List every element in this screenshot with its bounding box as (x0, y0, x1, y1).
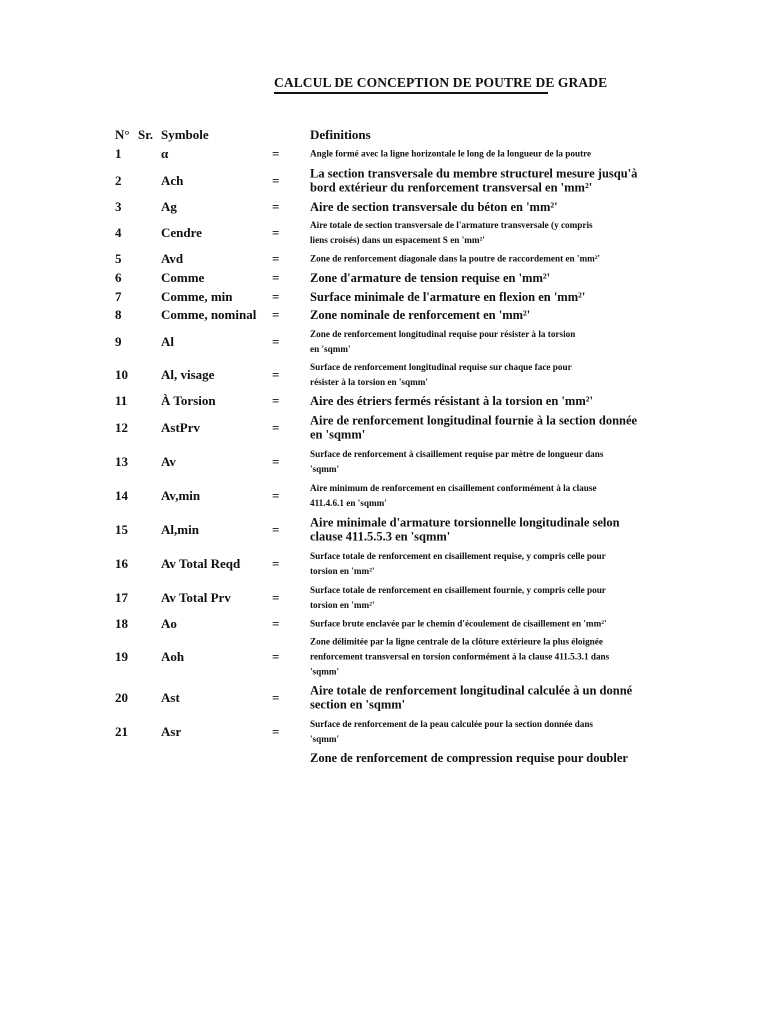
equals-sign: = (272, 521, 280, 537)
row-number: 19 (115, 648, 128, 664)
title-underline (274, 92, 548, 94)
row-symbol: Al (161, 333, 174, 349)
row-definition: Surface brute enclavée par le chemin d'écoulement de cisaillement en 'mm²' (310, 618, 607, 629)
equals-sign: = (272, 453, 280, 469)
row-number: 21 (115, 723, 128, 739)
row-symbol: Ao (161, 616, 177, 631)
equals-sign: = (272, 289, 280, 304)
row-symbol: Av,min (161, 487, 201, 503)
row-number: 8 (115, 307, 122, 322)
trailing-definition: Zone de renforcement de compression requise pour doubler (310, 751, 628, 765)
table-row (0, 218, 768, 248)
table-row (0, 289, 768, 305)
row-symbol: Ast (161, 689, 180, 705)
row-number: 2 (115, 172, 122, 188)
row-definition: Zone d'armature de tension requise en 'mm²' (310, 270, 551, 285)
row-symbol: Aoh (161, 648, 185, 664)
row-symbol: Av (161, 453, 176, 469)
row-symbol: Avd (161, 251, 184, 266)
row-definition: Aire totale de section transversale de l'armature transversale (y compris liens croisés) dans un espacement S en 'mm²' (310, 220, 593, 245)
row-definition: Aire de renforcement longitudinal fournie à la section donnée en 'sqmm' (310, 413, 638, 442)
row-symbol: AstPrv (161, 419, 200, 435)
row-definition: Zone de renforcement longitudinal requise pour résister à la torsion en 'sqmm' (310, 328, 576, 354)
row-symbol: Asr (161, 723, 182, 739)
row-definition: Aire minimale d'armature torsionnelle longitudinale selon clause 411.5.5.3 en 'sqmm' (310, 515, 620, 544)
row-symbol: Comme, min (161, 289, 233, 304)
row-number: 10 (115, 367, 128, 382)
row-number: 16 (115, 555, 128, 571)
row-number: 18 (115, 616, 128, 631)
row-symbol: Ach (161, 172, 184, 188)
header-symbol: Symbole (161, 127, 209, 142)
row-definition: Surface de renforcement longitudinal requise sur chaque face pour résister à la torsion en 'sqmm' (310, 362, 572, 387)
row-number: 6 (115, 270, 122, 285)
row-symbol: Ag (161, 199, 177, 214)
row-number: 15 (115, 521, 128, 537)
row-symbol: Al, visage (161, 367, 215, 382)
row-symbol: Cendre (161, 225, 202, 240)
equals-sign: = (272, 172, 280, 188)
table-row (0, 633, 768, 680)
row-definition: Aire des étriers fermés résistant à la torsion en 'mm²' (310, 393, 593, 408)
row-definition: Aire de section transversale du béton en 'mm²' (310, 199, 558, 214)
row-symbol: Comme, nominal (161, 307, 257, 322)
equals-sign: = (272, 689, 280, 705)
row-number: 5 (115, 251, 122, 266)
row-symbol: À Torsion (161, 393, 216, 408)
table-row (0, 412, 768, 443)
row-number: 7 (115, 289, 122, 304)
row-number: 1 (115, 146, 122, 161)
row-symbol: Al,min (161, 521, 199, 537)
equals-sign: = (272, 146, 280, 161)
equals-sign: = (272, 555, 280, 571)
table-row (0, 446, 768, 477)
equals-sign: = (272, 723, 280, 739)
row-definition: Aire minimum de renforcement en cisaillement conformément à la clause 411.4.6.1 en 'sqmm' (310, 482, 597, 508)
table-row (0, 393, 768, 409)
row-number: 4 (115, 225, 122, 240)
table-row (0, 251, 768, 267)
row-number: 3 (115, 199, 122, 214)
equals-sign: = (272, 419, 280, 435)
equals-sign: = (272, 199, 280, 214)
table-row (0, 480, 768, 511)
equals-sign: = (272, 648, 280, 664)
row-definition: Zone nominale de renforcement en 'mm²' (310, 307, 531, 322)
table-row (0, 716, 768, 747)
equals-sign: = (272, 225, 280, 240)
row-definition: Surface totale de renforcement en cisaillement fournie, y compris celle pour torsion en 'mm²' (310, 584, 606, 610)
row-definition: Zone de renforcement diagonale dans la poutre de raccordement en 'mm²' (310, 253, 601, 264)
row-definition: Surface de renforcement de la peau calculée pour la section donnée dans 'sqmm' (310, 718, 594, 744)
row-definition: Aire totale de renforcement longitudinal calculée à un donné section en 'sqmm' (310, 683, 633, 712)
table-row (0, 682, 768, 713)
page-title: CALCUL DE CONCEPTION DE POUTRE DE GRADE (274, 75, 608, 90)
row-definition: Angle formé avec la ligne horizontale le long de la longueur de la poutre (310, 148, 592, 159)
row-symbol: Comme (161, 270, 205, 285)
table-row (0, 307, 768, 323)
row-definition: Zone délimitée par la ligne centrale de la clôture extérieure la plus éloignée renforcement transversal en torsion conformément à la clause 411.5.3.1 dans 'sqmm' (310, 636, 610, 676)
equals-sign: = (272, 393, 280, 408)
table-row (0, 360, 768, 390)
table-row (0, 514, 768, 545)
row-definition: Surface de renforcement à cisaillement requise par mètre de longueur dans 'sqmm' (310, 448, 604, 474)
row-symbol: Av Total Reqd (161, 555, 241, 571)
table-row (0, 165, 768, 196)
table-row (0, 582, 768, 613)
table-row (0, 616, 768, 632)
equals-sign: = (272, 487, 280, 503)
row-definition: Surface minimale de l'armature en flexion en 'mm²' (310, 289, 586, 304)
table-row (0, 548, 768, 579)
equals-sign: = (272, 333, 280, 349)
row-number: 14 (115, 487, 128, 503)
equals-sign: = (272, 270, 280, 285)
row-number: 12 (115, 419, 128, 435)
row-number: 17 (115, 589, 128, 605)
equals-sign: = (272, 616, 280, 631)
table-row (0, 199, 768, 215)
row-definition: La section transversale du membre structurel mesure jusqu'à bord extérieur du renforcement transversal en 'mm²' (310, 166, 638, 195)
table-row (0, 270, 768, 286)
table-row (0, 146, 768, 162)
row-symbol: Av Total Prv (161, 589, 231, 605)
equals-sign: = (272, 367, 280, 382)
equals-sign: = (272, 307, 280, 322)
row-number: 9 (115, 333, 122, 349)
row-number: 13 (115, 453, 128, 469)
row-number: 11 (115, 393, 128, 408)
row-definition: Surface totale de renforcement en cisaillement requise, y compris celle pour torsion en 'mm²' (310, 550, 606, 576)
header-sr: Sr. (138, 127, 154, 142)
header-definition: Definitions (310, 127, 371, 142)
equals-sign: = (272, 251, 280, 266)
row-symbol: α (161, 146, 169, 161)
header-no: N° (115, 127, 130, 142)
table-row (0, 326, 768, 357)
equals-sign: = (272, 589, 280, 605)
row-number: 20 (115, 689, 128, 705)
